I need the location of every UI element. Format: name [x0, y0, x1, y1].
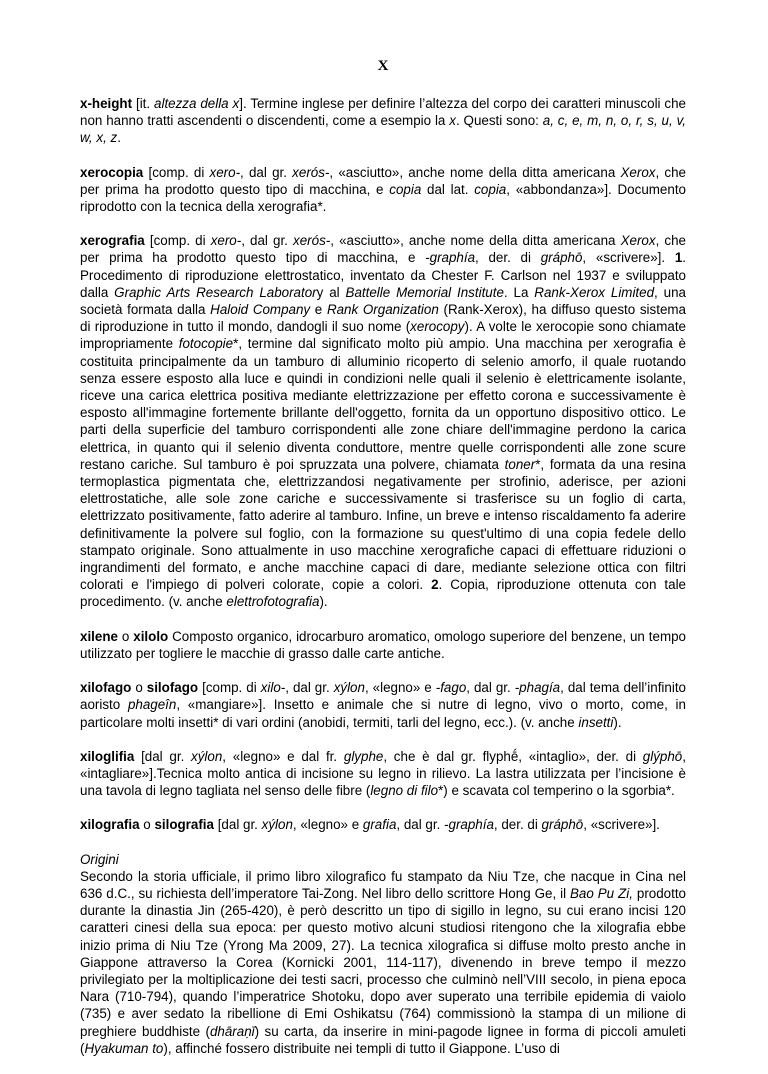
italic-term: fotocopie	[178, 336, 234, 352]
entry-xilene	[80, 628, 686, 662]
text-run: Secondo la storia ufficiale, il primo libro xilografico fu stampato da Niu Tze, che nacque in Cina nel 636 d.C., su richiesta dell’imperatore Tai-Zong. Nel libro dello scrittore Hong Ge, il	[80, 868, 686, 901]
text-run: , «asciutto», anche nome della ditta americana	[330, 233, 621, 249]
italic-term: phageîn	[127, 697, 177, 713]
italic-term: Rank-Xerox Limited	[534, 284, 655, 300]
italic-term: xilo-	[260, 680, 286, 696]
text-run: (Rank-Xerox), ha diffuso questo sistema di riproduzione in tutto il mondo, dandogli il suo nome (	[80, 302, 687, 335]
text-run: , «legno» e dal fr.	[222, 748, 344, 764]
text-run: [comp. di	[198, 680, 261, 696]
text-run: y al	[316, 284, 346, 300]
headword: xilofago	[80, 680, 132, 696]
text-run: e	[310, 302, 327, 318]
text-run: . Questi sono:	[455, 113, 543, 129]
italic-term: Battelle Memorial Institute	[345, 284, 504, 300]
italic-term: Graphic Arts Research Laborator	[114, 284, 317, 300]
italic-term: grafia	[362, 817, 397, 833]
text-run: *) e scavata col temperino o la sgorbia*.	[438, 783, 675, 799]
italic-term: Haloid Company	[210, 302, 311, 318]
text-run: , «scrivere»].	[583, 817, 660, 833]
italic-term: legno di filo	[370, 783, 439, 799]
text-run: .	[117, 130, 121, 146]
headword: silofago	[146, 680, 199, 696]
text-run: , dal gr.	[240, 164, 293, 180]
text-run: , dal gr.	[466, 680, 515, 696]
italic-term: glýphō	[642, 748, 683, 764]
subsection-body	[80, 868, 686, 1057]
headword: xiloglifia	[80, 748, 135, 764]
text-run: , dal gr.	[285, 680, 334, 696]
dictionary-page	[80, 58, 686, 1074]
italic-term: xerós-	[292, 164, 330, 180]
entry-xilografia	[80, 816, 686, 833]
italic-term: a, c, e, m, n, o, r, s, u, v, w, x, z	[80, 113, 687, 146]
text-run: , «scrivere»].	[582, 250, 675, 266]
text-run: , «mangiare»]. Insetto e animale che si nutre di legno, vivo o morto, come, in particolare molti insetti* di vari ordini (anobidi, termiti, tarli del legno, ecc.). (v. anche	[80, 697, 686, 730]
italic-term: copia	[389, 181, 422, 197]
italic-term: xýlon	[261, 817, 293, 833]
italic-term: xýlon	[191, 748, 223, 764]
entry-xerografia	[80, 232, 686, 610]
headword: xilografia	[80, 817, 140, 833]
italic-term: elettrofotografia	[226, 594, 320, 610]
text-run: , che è dal gr. flyphḗ, «intaglio», der. di	[383, 748, 643, 764]
text-run: [dal gr.	[134, 748, 192, 764]
subsection-heading: Origini	[80, 851, 119, 867]
text-run: , «legno» e	[364, 680, 436, 696]
text-run: ]. Termine inglese per definire l’altezza del corpo dei caratteri minuscoli che non hanno tratti ascendenti o discendenti, come a esempio la	[80, 96, 687, 129]
italic-term: altezza della x	[154, 96, 240, 111]
headword: xilene	[80, 628, 118, 644]
text-run: . Copia, riproduzione ottenuta con tale procedimento. (v. anche	[80, 577, 686, 610]
text-run: , «intagliare»].Tecnica molto antica di incisione su legno in rilievo. La lastra utilizzata per l’incisione è una tavola di legno tagliata nel senso delle fibre (	[80, 748, 686, 799]
headword: x-height	[80, 96, 133, 111]
italic-term: toner	[504, 456, 536, 472]
headword: silografia	[154, 817, 214, 833]
text-run: prodotto durante la dinastia Jin (265-420), è però descritto un tipo di sigillo in legno, su cui erano incisi 120 caratteri cinesi della sua epoca: per questo motivo alcuni studiosi ritengono che la xilografia ebbe inizio prima di Niu Tze (Yrong Ma 2009, 27). La tecnica xilografica si diffuse molto presto anche in Giappone attraverso la Corea (Kornicki 2001, 114-117), divenendo in breve tempo il mezzo privilegiato per la moltiplicazione dei testi sacri, processo che culminò nell’VIII secolo, in piena epoca Nara (710-794), quando l’imperatrice Shotoku, dopo aver superato una terribile epidemia di vaiolo (735) e aver sedato la ribellione di Emi Oshikatsu (764) commissionò la stampa di un milione di preghiere buddhiste (	[80, 885, 687, 1039]
text-run: *, formata da una resina termoplastica pigmentata che, elettrizzandosi negativamente per strofinio, aderisce, per azioni elettrostatiche, alle sole zone cariche e successivamente si trasferisce su un foglio di carta, elettrizzato positivamente, fatto aderire al tamburo. Infine, un breve e intenso riscaldamento fa aderire definitivamente la polvere sul foglio, con la formazione su quest'ultimo di una copia fedele dello stampato originale. Sono attualmente in uso macchine xerografiche capaci di effettuare riduzioni o ingrandimenti del formato, e anche macchine capaci di dare, mediante selezione ottica con filtri colorati e l'impiego di polveri colorate, copie a colori.	[80, 456, 686, 593]
italic-term: Rank Organization	[326, 302, 439, 318]
text-run: , che per prima ha prodotto questo tipo di macchina, e	[80, 233, 686, 266]
italic-term: xýlon	[333, 680, 365, 696]
text-run: , «abbondanza»]. Documento riprodotto con la tecnica della xerografia*.	[80, 181, 686, 215]
text-run: [it.	[132, 96, 155, 111]
entry-xilofago	[80, 679, 686, 731]
italic-term: Xerox	[620, 233, 656, 249]
italic-term: glyphe	[343, 748, 384, 764]
italic-term: xerocopy	[410, 319, 465, 335]
text-run: *, termine dal significato molto più ampio. Una macchina per xerografia è costituita principalmente da un tamburo di alluminio ricoperto di selenio amorfo, il quale ruotando senza essere esposto alla luce e quindi in condizioni nelle quali il selenio è elettricamente isolante, riceve una carica elettrica positiva mediante elettrizzazione per effetto corona e successivamente è esposto all'immagine fortemente brillante dell'oggetto, fornita da un opportuno dispositivo ottico. Le parti della superficie del tamburo corrispondenti alle zone chiare dell'immagine perdono la carica elettrica, in quanto qui il selenio diventa conduttore, mentre quelle corrispondenti alle zone scure restano cariche. Sul tamburo è poi spruzzata una polvere, chiamata	[80, 336, 686, 472]
text-run: dal lat.	[421, 181, 475, 197]
italic-term: x	[449, 113, 456, 129]
italic-term: xerós-	[293, 233, 331, 249]
text-run: , che per prima ha prodotto questo tipo di macchina, e	[80, 164, 686, 197]
italic-term: -graphía	[444, 817, 494, 833]
text-run: [comp. di	[143, 164, 210, 180]
text-run: [comp. di	[144, 233, 211, 249]
text-run: o	[139, 817, 155, 833]
text-run: , dal gr.	[241, 233, 294, 249]
italic-term: xero-	[209, 164, 241, 180]
text-run: , dal tema dell’infinito aoristo	[80, 680, 686, 713]
text-run: [dal gr.	[213, 817, 262, 833]
text-run: , der. di	[475, 250, 541, 266]
text-run: ), affinché fossero distribuite nei templi di tutto il Giappone. L’uso di	[163, 1040, 560, 1056]
headword: 2	[431, 577, 439, 593]
text-run: . Procedimento di riproduzione elettrostatico, inventato da Chester F. Carlson nel 1937 e sviluppato dalla	[80, 250, 687, 300]
entry-xiloglifia	[80, 748, 686, 800]
entry-x-height	[80, 95, 686, 147]
text-run: o	[117, 628, 134, 644]
text-run: , una società formata dalla	[80, 284, 686, 318]
section-letter: X	[377, 58, 389, 74]
italic-term: gráphō	[540, 250, 583, 266]
italic-term: -fago	[435, 680, 467, 696]
entry-xerocopia	[80, 164, 686, 216]
text-run: , der. di	[493, 817, 542, 833]
text-run: ) su carta, da inserire in mini-pagode lignee in forma di piccoli amuleti (	[80, 1023, 686, 1056]
text-run: , «asciutto», anche nome della ditta americana	[329, 164, 621, 180]
text-run: . La	[503, 284, 535, 300]
italic-term: Xerox	[620, 164, 656, 180]
headword: xerocopia	[80, 164, 144, 180]
headword: xerografia	[80, 233, 145, 249]
italic-term: gráphō	[541, 817, 584, 833]
text-run: Composto organico, idrocarburo aromatico, omologo superiore del benzene, un tempo utilizzato per togliere le macchie di grasso dalle carte antiche.	[80, 628, 686, 661]
text-run: ).	[319, 594, 328, 610]
italic-term: insetti	[578, 714, 614, 730]
text-run: , «legno» e	[292, 817, 363, 833]
italic-term: -phagía	[514, 680, 561, 696]
italic-term: xero-	[210, 233, 242, 249]
italic-term: -graphía	[425, 250, 476, 266]
text-run: ).	[613, 714, 622, 730]
italic-term: Bao Pu Zi,	[569, 885, 633, 901]
italic-term: Hyakuman to	[84, 1040, 164, 1056]
headword: xilolo	[133, 628, 169, 644]
text-run: ). A volte le xerocopie sono chiamate impropriamente	[80, 319, 686, 352]
italic-term: dhāraṇī	[209, 1023, 255, 1039]
italic-term: copia	[474, 181, 507, 197]
headword: 1	[674, 250, 683, 266]
text-run: o	[131, 680, 147, 696]
text-run: , dal gr.	[396, 817, 445, 833]
